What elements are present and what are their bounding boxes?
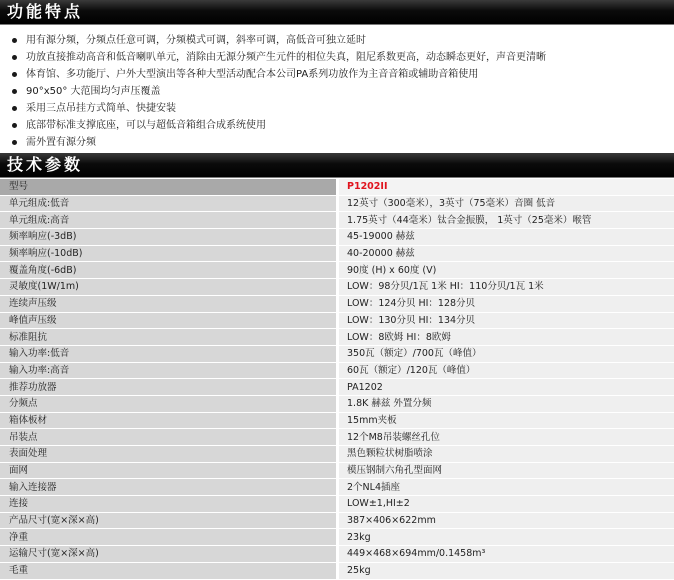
spec-row [0,345,674,362]
spec-label: 单元组成:低音 [0,195,338,212]
spec-label: 输入功率:低音 [0,345,338,362]
spec-title: 技术参数 [7,154,83,176]
spec-label: 输入连接器 [0,479,338,496]
spec-row [0,395,674,412]
spec-value: 449×468×694mm/0.1458m³ [338,546,674,563]
feature-item [0,83,674,100]
spec-label: 标准阻抗 [0,329,338,346]
spec-label: 产品尺寸(宽×深×高) [0,512,338,529]
spec-label: 吊装点 [0,429,338,446]
bullet-icon [12,38,17,43]
spec-label: 频率响应(-10dB) [0,245,338,262]
features-title: 功能特点 [7,1,83,23]
feature-item [0,32,674,49]
spec-row [0,479,674,496]
features-title-bar [0,0,674,25]
spec-value: LOW：8欧姆 HI：8欧姆 [338,329,674,346]
spec-value: 2个NL4插座 [338,479,674,496]
spec-label: 覆盖角度(-6dB) [0,262,338,279]
spec-value: 12个M8吊装螺丝孔位 [338,429,674,446]
feature-item [0,117,674,134]
spec-value: 15mm夹板 [338,412,674,429]
bullet-icon [12,89,17,94]
spec-label: 频率响应(-3dB) [0,229,338,246]
spec-label: 毛重 [0,562,338,579]
spec-row [0,362,674,379]
spec-label: 峰值声压级 [0,312,338,329]
spec-label: 净重 [0,529,338,546]
spec-row [0,412,674,429]
spec-header-row [0,179,674,195]
spec-value: 12英寸（300毫米），3英寸（75毫米）音圈 低音 [338,195,674,212]
feature-text: 用有源分频，分频点任意可调，分频模式可调，斜率可调，高低音可独立延时 [26,35,366,46]
spec-row [0,429,674,446]
spec-value: LOW：124分贝 HI：128分贝 [338,295,674,312]
feature-text: 功放直接推动高音和低音喇叭单元，消除由无源分频产生元件的相位失真，阻尼系数更高，动态瞬态更好，声音更清晰 [26,52,546,63]
spec-value: 23kg [338,529,674,546]
spec-row [0,562,674,579]
spec-label: 单元组成:高音 [0,212,338,229]
spec-value: 60瓦（额定）/120瓦（峰值） [338,362,674,379]
spec-row [0,446,674,463]
spec-value: 90度 (H) x 60度 (V) [338,262,674,279]
spec-label: 表面处理 [0,446,338,463]
spec-row [0,212,674,229]
spec-label: 灵敏度(1W/1m) [0,279,338,296]
spec-row [0,312,674,329]
feature-text: 体育馆、多功能厅、户外大型演出等各种大型活动配合本公司PA系列功放作为主音音箱或辅助音箱使用 [26,69,478,80]
spec-row [0,462,674,479]
feature-item [0,66,674,83]
feature-item [0,134,674,151]
spec-label: 分频点 [0,395,338,412]
spec-title-bar [0,153,674,178]
spec-row [0,295,674,312]
spec-row [0,329,674,346]
spec-row [0,512,674,529]
spec-label: 运输尺寸(宽×深×高) [0,546,338,563]
spec-row [0,229,674,246]
feature-item [0,100,674,117]
spec-value: LOW：130分贝 HI：134分贝 [338,312,674,329]
spec-value: 40-20000 赫兹 [338,245,674,262]
spec-value: PA1202 [338,379,674,396]
spec-row [0,496,674,513]
spec-label: 箱体板材 [0,412,338,429]
spec-value: 387×406×622mm [338,512,674,529]
spec-label: 连续声压级 [0,295,338,312]
bullet-icon [12,140,17,145]
spec-row [0,529,674,546]
bullet-icon [12,106,17,111]
spec-value: 黑色颗粒状树脂喷涂 [338,446,674,463]
spec-value: 1.8K 赫兹 外置分频 [338,395,674,412]
spec-label: 输入功率:高音 [0,362,338,379]
features-list [0,32,674,151]
spec-value: 1.75英寸（44毫米）钛合金振膜， 1英寸（25毫米）喉管 [338,212,674,229]
spec-row [0,379,674,396]
bullet-icon [12,72,17,77]
spec-value: LOW：98分贝/1瓦 1米 HI：110分贝/1瓦 1米 [338,279,674,296]
feature-text: 需外置有源分频 [26,137,96,148]
spec-header-model: P1202II [338,179,674,195]
spec-row [0,262,674,279]
spec-label: 连接 [0,496,338,513]
spec-table [0,179,674,580]
spec-header-label: 型号 [0,179,338,195]
spec-value: 45-19000 赫兹 [338,229,674,246]
bullet-icon [12,123,17,128]
feature-text: 90°x50° 大范围均匀声压覆盖 [26,86,161,97]
feature-text: 底部带标准支撑底座，可以与超低音箱组合成系统使用 [26,120,266,131]
feature-text: 采用三点吊挂方式简单、快捷安装 [26,103,176,114]
spec-row [0,546,674,563]
spec-label: 推荐功放器 [0,379,338,396]
spec-row [0,279,674,296]
bullet-icon [12,55,17,60]
spec-value: 模压钢制六角孔型面网 [338,462,674,479]
spec-value: 25kg [338,562,674,579]
feature-item [0,49,674,66]
spec-row [0,245,674,262]
spec-value: 350瓦（额定）/700瓦（峰值） [338,345,674,362]
spec-row [0,195,674,212]
spec-value: LOW±1,HI±2 [338,496,674,513]
spec-label: 面网 [0,462,338,479]
